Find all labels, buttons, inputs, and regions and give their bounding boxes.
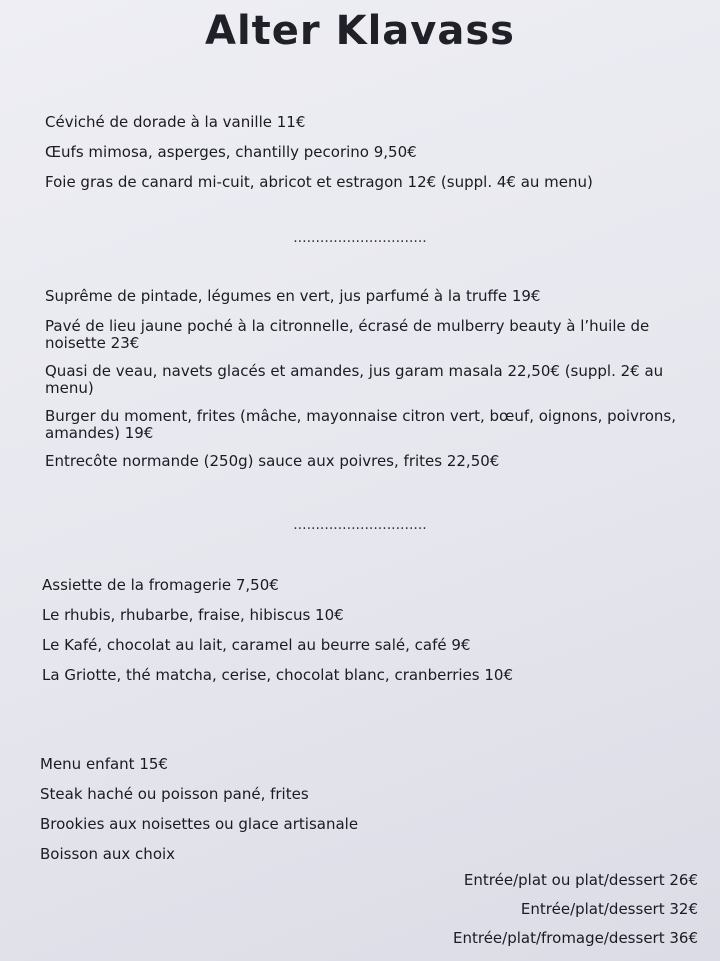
menu-item: Céviché de dorade à la vanille 11€ xyxy=(45,113,306,131)
menu-item: La Griotte, thé matcha, cerise, chocolat blanc, cranberries 10€ xyxy=(42,666,513,684)
set-menu-price: Entrée/plat/fromage/dessert 36€ xyxy=(453,929,698,947)
menu-item: Pavé de lieu jaune poché à la citronnelle, écrasé de mulberry beauty à l’huile de noisette 23€ xyxy=(45,317,650,352)
menu-item: Menu enfant 15€ xyxy=(40,755,168,773)
menu-item: Boisson aux choix xyxy=(40,845,176,863)
entrees-section xyxy=(0,114,720,204)
menu-item: Œufs mimosa, asperges, chantilly pecorino 9,50€ xyxy=(45,143,417,161)
menu-item: Le Kafé, chocolat au lait, caramel au beurre salé, café 9€ xyxy=(42,636,471,654)
menu-item: Le rhubis, rhubarbe, fraise, hibiscus 10€ xyxy=(42,606,344,624)
separator-2: .............................. xyxy=(293,517,427,533)
set-menu-price: Entrée/plat/dessert 32€ xyxy=(520,900,698,918)
menu-item: Foie gras de canard mi-cuit, abricot et estragon 12€ (suppl. 4€ au menu) xyxy=(45,173,593,191)
desserts-section xyxy=(0,577,720,697)
menu-item: Brookies aux noisettes ou glace artisanale xyxy=(40,815,359,833)
set-menus xyxy=(453,872,698,959)
plats-section xyxy=(0,288,720,483)
menu-item: Steak haché ou poisson pané, frites xyxy=(40,785,309,803)
menu-item: Assiette de la fromagerie 7,50€ xyxy=(42,576,279,594)
menu-item: Burger du moment, frites (mâche, mayonnaise citron vert, bœuf, oignons, poivrons, amandes) 19€ xyxy=(45,407,676,442)
kids-menu-section xyxy=(0,756,720,876)
menu-item: Entrecôte normande (250g) sauce aux poivres, frites 22,50€ xyxy=(45,452,500,470)
separator-1: .............................. xyxy=(293,230,427,246)
set-menu-price: Entrée/plat ou plat/dessert 26€ xyxy=(463,871,698,889)
menu-item: Suprême de pintade, légumes en vert, jus parfumé à la truffe 19€ xyxy=(45,287,541,305)
menu-title: Alter Klavass xyxy=(205,8,515,54)
menu-item: Quasi de veau, navets glacés et amandes, jus garam masala 22,50€ (suppl. 2€ au menu) xyxy=(45,362,664,397)
